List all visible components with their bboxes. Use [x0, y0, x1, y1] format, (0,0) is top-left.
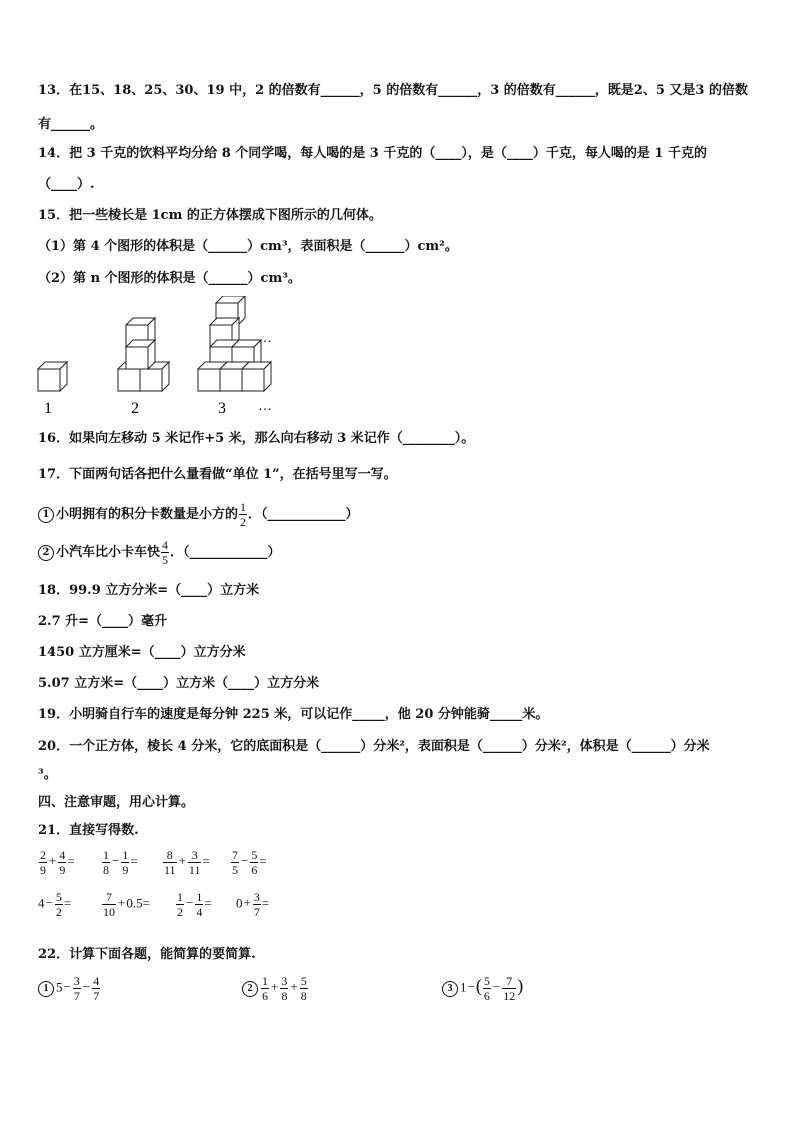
cube-stack-figure [30, 296, 290, 418]
q16-text: 16．如果向左移动 5 米记作+5 米，那么向右移动 3 米记作（________）。 [38, 431, 475, 446]
q18-line2: 2.7 升=（____）毫升 [38, 614, 168, 629]
q14-line1: 14．把 3 千克的饮料平均分给 8 个同学喝，每人喝的是 3 千克的（____），是（____）千克，每人喝的是 1 千克的 [38, 146, 707, 161]
q17-item2-answer: ．（____________） [170, 545, 281, 560]
q22-problem-1: 1 5− $\frac{3}{7}$ − $\frac{4}{7}$ [38, 974, 101, 1003]
q21-expr-3: $\frac{8}{11}$ + $\frac{3}{11}$ = [164, 848, 210, 877]
q21-expr-6: $\frac{7}{10}$ +0.5= [103, 890, 150, 919]
q15-sub1: （1）第 4 个图形的体积是（______）cm³，表面积是（______）cm²。 [38, 239, 458, 254]
circled-number-3: 3 [442, 981, 458, 997]
figure-2-cubes [118, 318, 169, 391]
ellipsis-top: … [258, 331, 272, 346]
figure-label-3: 3 [218, 400, 226, 417]
q19-text: 19．小明骑自行车的速度是每分钟 225 米，可以记作_____，他 20 分钟能骑_____米。 [38, 707, 549, 722]
q21-title: 21．直接写得数. [38, 823, 139, 838]
q20-line1: 20．一个正方体，棱长 4 分米，它的底面积是（______）分米²，表面积是（______）分米²，体积是（______）分米 [38, 739, 710, 754]
q17-item2 [38, 538, 281, 568]
ellipsis-bottom: … [258, 399, 272, 414]
q21-expr-1: $\frac{2}{9}$ + $\frac{4}{9}$ = [40, 848, 75, 877]
q22-problem-2: 2 $\frac{1}{6}$ + $\frac{3}{8}$ + $\frac{5}{8}$ [242, 974, 309, 1003]
circled-number-2: 2 [38, 545, 54, 561]
q14-line2: （____）. [38, 177, 95, 192]
q21-expr-4: $\frac{7}{5}$ − $\frac{5}{6}$ = [232, 848, 267, 877]
q21-expr-7: $\frac{1}{2}$ − $\frac{1}{4}$ = [177, 890, 212, 919]
figure-label-1: 1 [44, 400, 52, 417]
circled-number-1: 1 [38, 981, 54, 997]
circled-number-2: 2 [242, 981, 258, 997]
fraction-one-half: $\frac{1}{2}$ [240, 500, 247, 529]
q17-item2-text: 小汽车比小卡车快 [56, 545, 161, 560]
q17-title: 17．下面两句话各把什么量看做“单位 1”，在括号里写一写。 [38, 467, 397, 482]
q21-expr-5: 4− $\frac{5}{2}$ = [38, 890, 72, 919]
circled-number-1: 1 [38, 507, 54, 523]
figure-1-cubes [38, 362, 67, 391]
q21-expr-8: 0+ $\frac{3}{7}$ = [236, 890, 270, 919]
fraction-four-fifths: $\frac{4}{5}$ [162, 538, 169, 567]
section-4-title: 四、注意审题，用心计算。 [38, 795, 195, 810]
q13-line1: 13．在15、18、25、30、19 中，2 的倍数有______，5 的倍数有______，3 的倍数有______，既是2、5 又是3 的倍数 [38, 83, 748, 98]
q18-line1: 18．99.9 立方分米=（____）立方米 [38, 583, 260, 598]
q17-item1-text: 小明拥有的积分卡数量是小方的 [56, 507, 239, 522]
q22-title: 22．计算下面各题，能简算的要简算. [38, 947, 256, 962]
q17-item1-answer: ．（____________） [248, 507, 359, 522]
q21-expr-2: $\frac{1}{8}$ − $\frac{1}{9}$ = [103, 848, 138, 877]
q13-line2: 有______。 [38, 117, 104, 132]
q22-problem-3: 3 1−( $\frac{5}{6}$ − $\frac{7}{12}$ ) [442, 974, 523, 1003]
figure-label-2: 2 [131, 400, 139, 417]
q17-item1 [38, 500, 359, 530]
q20-line2: ³。 [38, 767, 57, 782]
q18-line3: 1450 立方厘米=（____）立方分米 [38, 645, 246, 660]
q15-title: 15．把一些棱长是 1cm 的正方体摆成下图所示的几何体。 [38, 208, 382, 223]
q15-sub2: （2）第 n 个图形的体积是（______）cm³。 [38, 271, 301, 286]
q18-line4: 5.07 立方米=（____）立方米（____）立方分米 [38, 676, 320, 691]
